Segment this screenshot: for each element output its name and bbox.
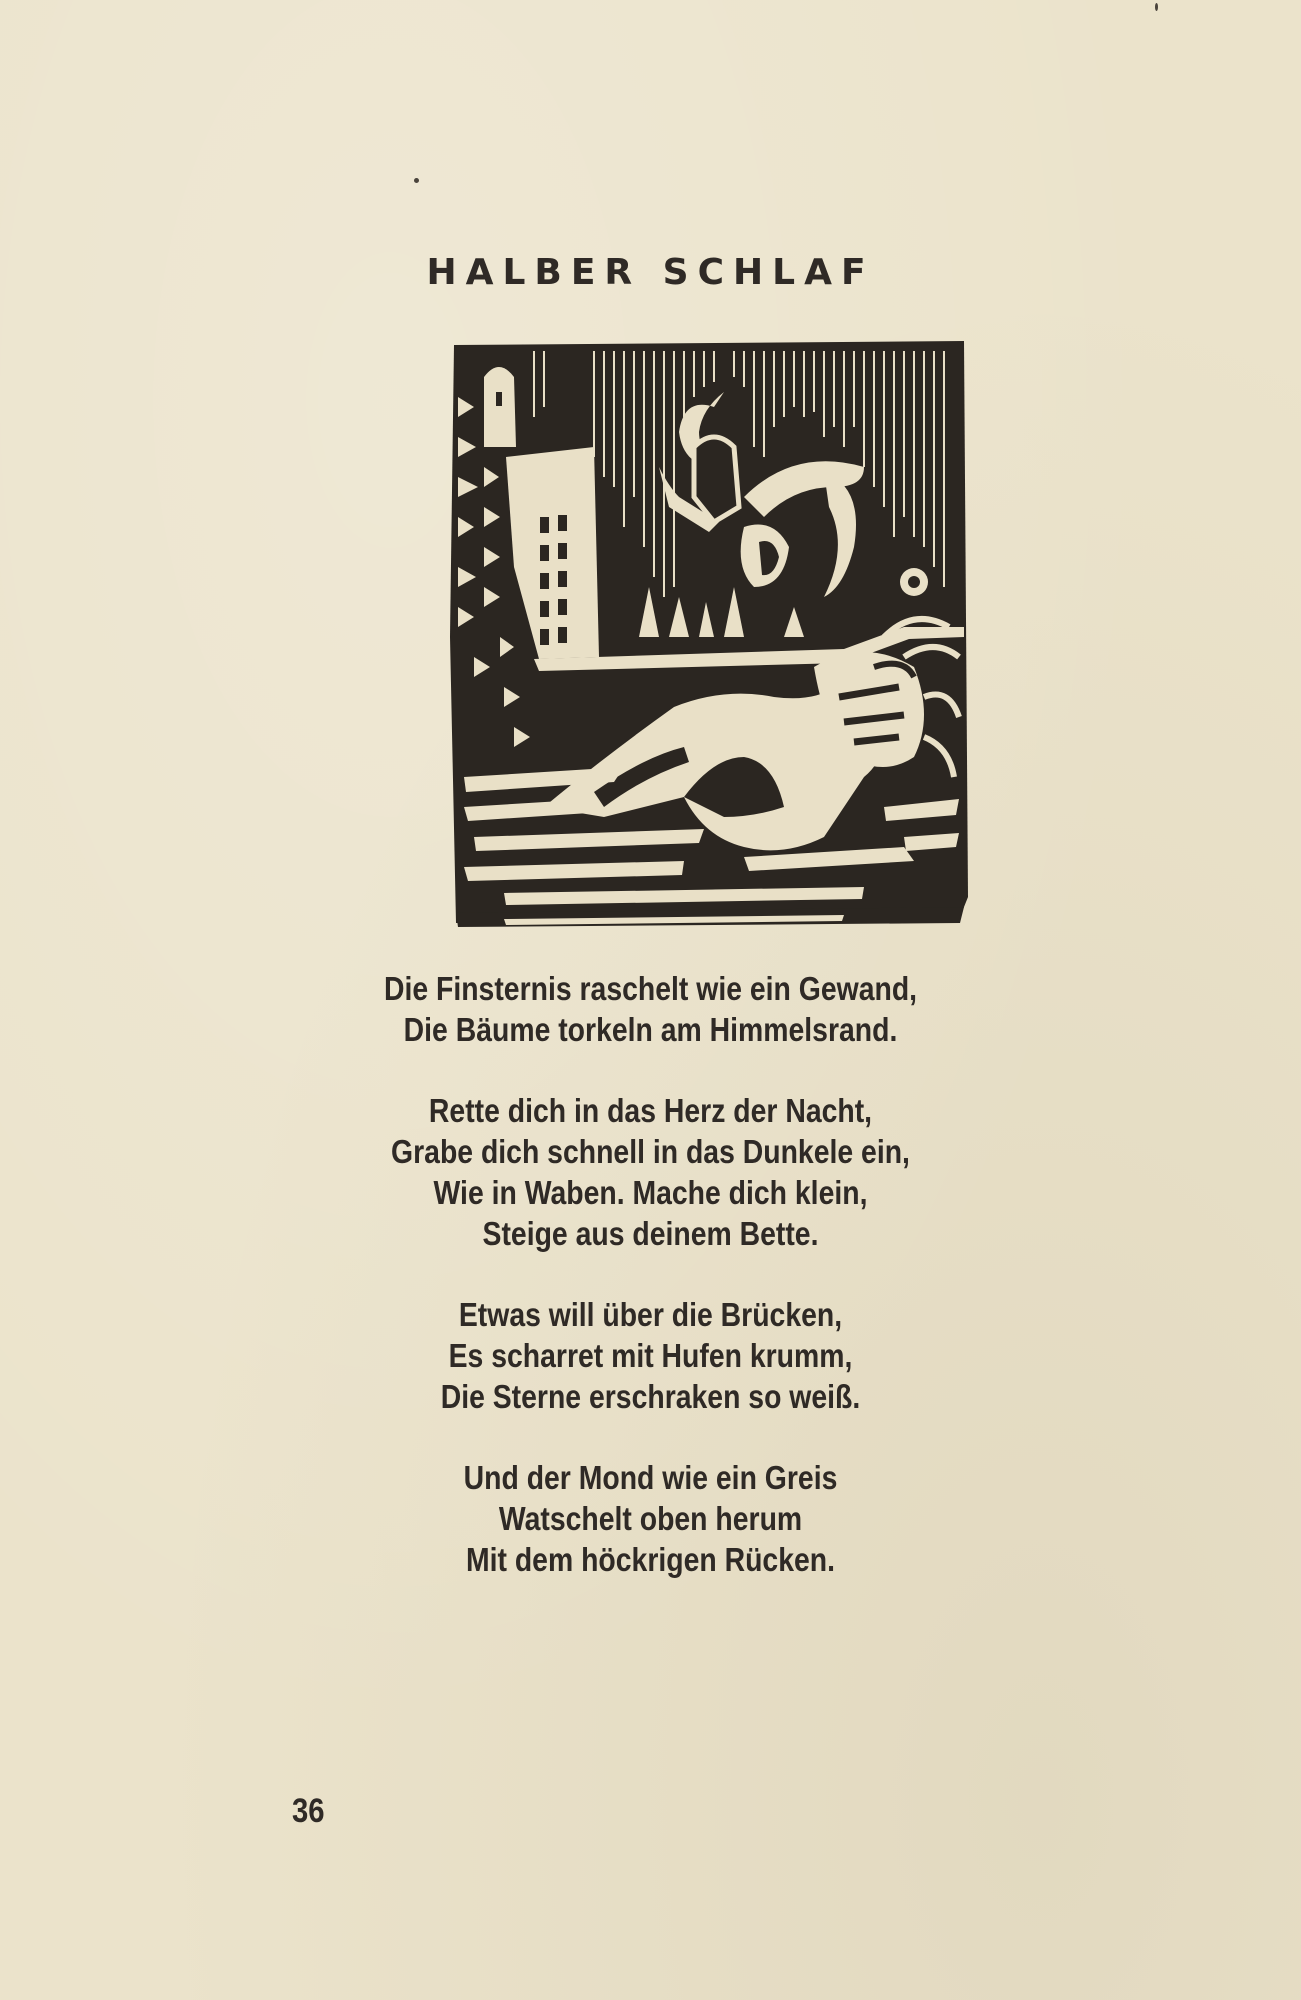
poem-line: Die Bäume torkeln am Himmelsrand. — [403, 1011, 898, 1048]
poem-body — [0, 968, 1301, 1620]
poem-line: Es scharret mit Hufen krumm, — [448, 1337, 853, 1374]
woodcut-illustration-icon — [444, 337, 976, 927]
poem-line: Mit dem höckrigen Rücken. — [465, 1541, 836, 1578]
page-number: 36 — [292, 1792, 325, 1830]
poem-line: Steige aus deinem Bette. — [482, 1215, 819, 1252]
stanza-4 — [0, 1457, 1301, 1580]
stanza-1 — [0, 968, 1301, 1050]
poem-line: Wie in Waben. Mache dich klein, — [433, 1174, 868, 1211]
poem-line: Grabe dich schnell in das Dunkele ein, — [391, 1133, 910, 1170]
poem-line: Und der Mond wie ein Greis — [463, 1459, 838, 1496]
poem-line: Rette dich in das Herz der Nacht, — [428, 1092, 873, 1129]
poem-title: HALBER SCHLAF — [426, 252, 875, 293]
paper-speck — [414, 178, 419, 183]
stanza-3 — [0, 1294, 1301, 1417]
paper-speck — [1155, 3, 1158, 11]
poem-line: Die Sterne erschraken so weiß. — [440, 1378, 861, 1415]
poem-line: Die Finsternis raschelt wie ein Gewand, — [383, 970, 918, 1007]
poem-line: Etwas will über die Brücken, — [458, 1296, 843, 1333]
stanza-2 — [0, 1090, 1301, 1254]
poem-line: Watschelt oben herum — [498, 1500, 803, 1537]
